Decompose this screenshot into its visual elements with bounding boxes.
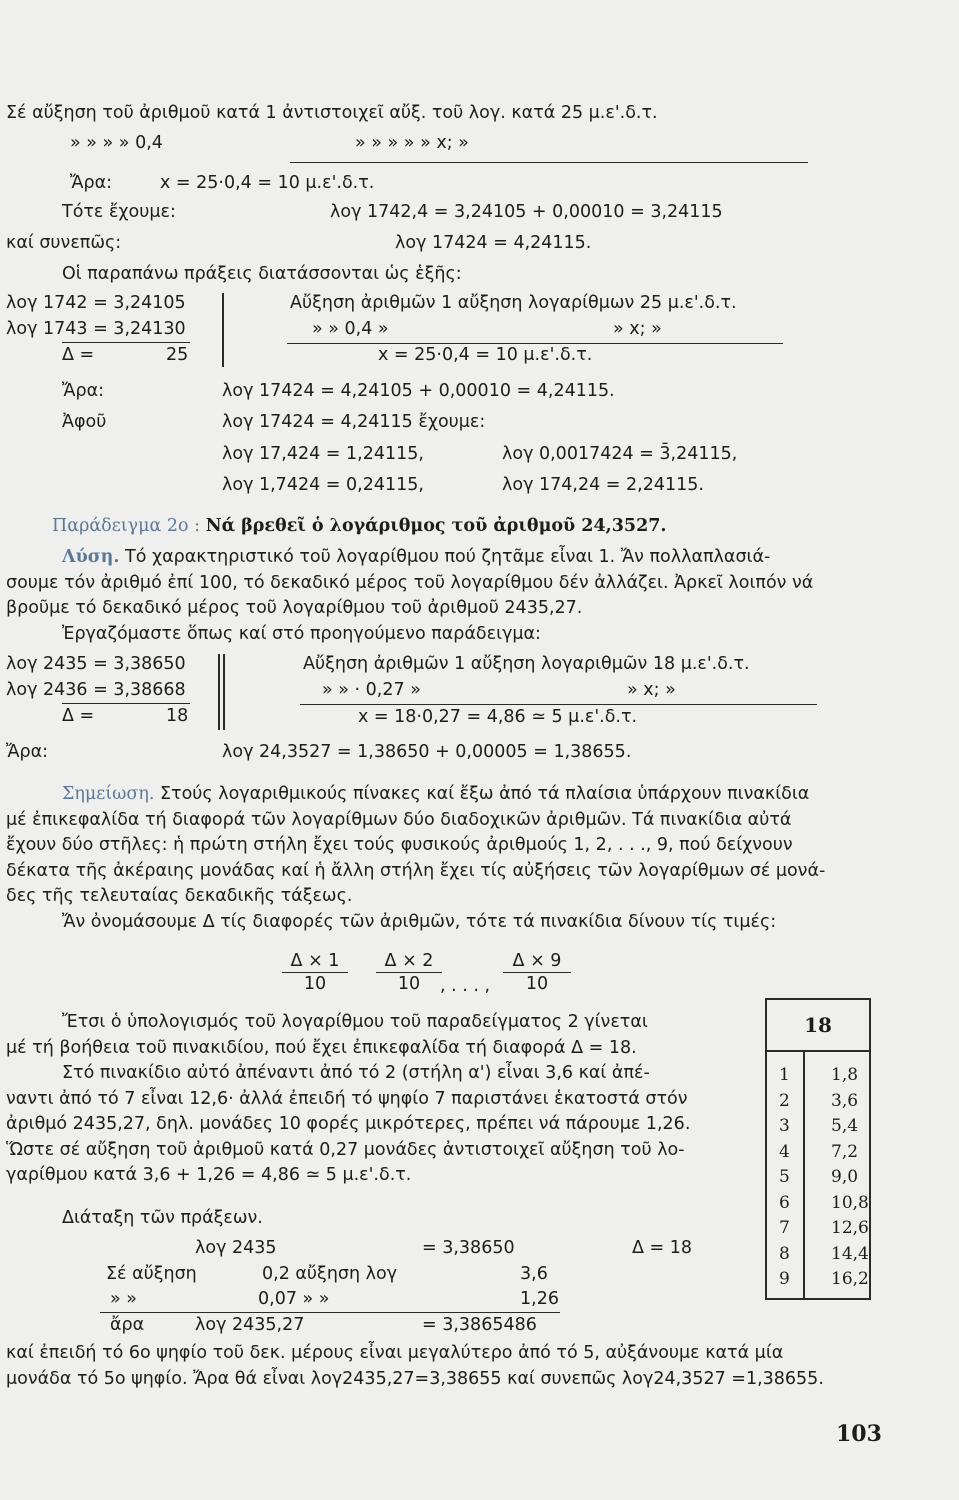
table-row: » » · 0,27 » (322, 680, 421, 700)
fraction (376, 950, 442, 995)
table-cell: 7,2 (831, 1141, 859, 1162)
table-cell: 5,4 (831, 1116, 859, 1136)
table-cell: 10,8 (831, 1192, 869, 1213)
text-line: Στούς λογαριθμικούς πίνακες καί ἔξω ἀπό τά πλαίσια ὑπάρχουν πινακίδια (154, 784, 810, 804)
table-cell: 7 (779, 1218, 790, 1238)
table-cell: λογ 2435,27 (195, 1315, 305, 1335)
page-number: 103 (836, 1421, 882, 1447)
text-line: Ἄρα: (70, 173, 112, 193)
note-label: Σημείωση. (62, 784, 155, 804)
fraction (503, 950, 571, 995)
example-title: Νά βρεθεῖ ὁ λογάριθμος τοῦ ἀριθμοῦ 24,3527. (205, 516, 667, 536)
text-line: δέκατα τῆς ἀκέραιης μονάδας καί ἡ ἄλλη στήλη ἔχει τίς αὐξήσεις τῶν λογαρίθμων σέ μονά- (6, 860, 826, 881)
text-line: λογ 17424 = 4,24105 + 0,00010 = 4,24115. (222, 381, 615, 401)
table-row: Αὔξηση ἀριθμῶν 1 αὔξηση λογαρίθμων 25 μ.ε'.δ.τ. (290, 293, 737, 313)
text-line: ἀριθμό 2435,27, δηλ. μονάδες 10 φορές μικρότερες, πρέπει νά πάρουμε 1,26. (6, 1114, 691, 1134)
table-cell: 3,6 (520, 1264, 548, 1284)
fraction-denominator: 10 (525, 974, 549, 994)
text-line: Τό χαρακτηριστικό τοῦ λογαρίθμου πού ζητᾶμε εἶναι 1. Ἄν πολλαπλασιά- (119, 547, 771, 567)
table-cell: 4 (779, 1141, 790, 1162)
table-row: x = 25·0,4 = 10 μ.ε'.δ.τ. (378, 345, 593, 365)
table-row: λογ 2436 = 3,38668 (6, 680, 186, 700)
difference-table (765, 998, 871, 1300)
text-line: Ἀφοῦ (62, 412, 107, 432)
table-row (767, 1242, 869, 1268)
explanation-paragraph (6, 1010, 751, 1189)
table-cell: Δ = 18 (632, 1238, 693, 1258)
table-row (767, 1165, 869, 1191)
table-cell: = 3,3865486 (422, 1315, 537, 1335)
text-line: σουμε τόν ἀριθμό ἐπί 100, τό δεκαδικό μέρος τοῦ λογαρίθμου δέν ἀλλάζει. Ἀρκεῖ λοιπόν νά (6, 572, 814, 593)
text-line: Ἄρα: (62, 381, 104, 401)
fraction-numerator: Δ × 1 (282, 950, 348, 973)
column-separator (222, 293, 224, 367)
difference-table-header: 18 (767, 1000, 869, 1052)
table-cell: 8 (779, 1243, 790, 1264)
text-line: καί ἐπειδή τό 6ο ψηφίο τοῦ δεκ. μέρους εἶναι μεγαλύτερο ἀπό τό 5, αὐξάνουμε κατά μία (6, 1343, 784, 1363)
text-line: λογ 17424 = 4,24115. (395, 233, 592, 253)
text-line: βροῦμε τό δεκαδικό μέρος τοῦ λογαρίθμου τοῦ ἀριθμοῦ 2435,27. (6, 598, 583, 618)
table-row: Δ = (62, 706, 95, 726)
text-line: μονάδα τό 5ο ψηφίο. Ἄρα θά εἶναι λογ2435,27=3,38655 καί συνεπῶς λογ24,3527 =1,38655. (6, 1368, 824, 1389)
table-row: » » 0,4 » (312, 319, 389, 339)
table-row: 18 (166, 706, 189, 726)
text-line: Ἐργαζόμαστε ὅπως καί στό προηγούμενο παράδειγμα: (62, 623, 541, 644)
fraction-separator: , . . . , (440, 976, 491, 996)
table-cell: 3,6 (831, 1090, 859, 1111)
note-paragraph (6, 782, 906, 935)
table-cell: 1,26 (520, 1289, 559, 1309)
table-cell: 16,2 (831, 1269, 869, 1289)
fraction-numerator: Δ × 9 (503, 950, 571, 973)
table-cell: 9,0 (831, 1167, 859, 1187)
column-separator (218, 654, 220, 730)
text-line: ναντι ἀπό τό 7 εἶναι 12,6· ἀλλά ἐπειδή τό ψηφίο 7 παριστάνει ἑκατοστά στόν (6, 1088, 688, 1109)
solution-paragraph (6, 545, 906, 647)
text-line: » » » » 0,4 (70, 133, 163, 153)
example-heading (52, 514, 667, 538)
table-cell: 6 (779, 1192, 790, 1213)
text-line: Σέ αὔξηση τοῦ ἀριθμοῦ κατά 1 ἀντιστοιχεῖ αὔξ. τοῦ λογ. κατά 25 μ.ε'.δ.τ. (6, 103, 658, 123)
text-line: Ἄρα: (6, 742, 48, 762)
table-cell: 12,6 (831, 1218, 869, 1238)
table-cell: 14,4 (831, 1243, 869, 1264)
text-line: λογ 24,3527 = 1,38650 + 0,00005 = 1,38655. (222, 742, 632, 762)
table-cell: 9 (779, 1269, 790, 1289)
divider (290, 162, 808, 163)
table-row: 25 (166, 345, 189, 365)
fraction (282, 950, 348, 995)
text-line: ἔχουν δύο στῆλες: ἡ πρώτη στήλη ἔχει τούς φυσικούς ἀριθμούς 1, 2, . . ., 9, πού δείχνουν (6, 835, 793, 855)
text-line: λογ 1742,4 = 3,24105 + 0,00010 = 3,24115 (330, 202, 723, 222)
text-line: δες τῆς τελευταίας δεκαδικῆς τάξεως. (6, 886, 353, 906)
table-row (767, 1089, 869, 1115)
table-cell: 1 (779, 1065, 790, 1085)
text-line: καί συνεπῶς: (6, 233, 122, 253)
text-line: x = 25·0,4 = 10 μ.ε'.δ.τ. (160, 173, 375, 193)
table-row (767, 1063, 869, 1089)
fraction-denominator: 10 (397, 974, 421, 994)
column-separator (223, 654, 225, 730)
text-line: μέ τή βοήθεια τοῦ πινακιδίου, πού ἔχει ἐπικεφαλίδα τή διαφορά Δ = 18. (6, 1037, 637, 1058)
section-title: Διάταξη τῶν πράξεων. (62, 1208, 263, 1228)
table-row: » x; » (627, 680, 676, 700)
fraction-numerator: Δ × 2 (376, 950, 442, 973)
text-line: Τότε ἔχουμε: (62, 202, 176, 222)
text-line: λογ 17,424 = 1,24115, (222, 444, 424, 464)
table-row: Δ = (62, 345, 95, 365)
text-line: λογ 17424 = 4,24115 ἔχουμε: (222, 412, 486, 432)
text-line: Στό πινακίδιο αὐτό ἀπέναντι ἀπό τό 2 (στήλη α') εἶναι 3,6 καί ἀπέ- (62, 1063, 650, 1083)
table-cell: 2 (779, 1090, 790, 1111)
text-line: λογ 0,0017424 = 3̄,24115, (502, 444, 738, 464)
table-row (767, 1216, 869, 1242)
table-cell: » » (110, 1289, 137, 1309)
table-row (767, 1140, 869, 1166)
text-line: λογ 1,7424 = 0,24115, (222, 475, 424, 495)
table-cell: λογ 2435 (195, 1238, 277, 1258)
text-line: Ἄν ὀνομάσουμε Δ τίς διαφορές τῶν ἀριθμῶν, τότε τά πινακίδια δίνουν τίς τιμές: (62, 911, 777, 932)
closing-paragraph (6, 1341, 906, 1392)
table-cell: Σέ αὔξηση (106, 1264, 197, 1284)
text-line: μέ ἐπικεφαλίδα τή διαφορά τῶν λογαρίθμων δύο διαδοχικῶν ἀριθμῶν. Τά πινακίδια αὐτά (6, 809, 792, 830)
text-line: Οἱ παραπάνω πράξεις διατάσσονται ὡς ἑξῆς: (62, 264, 462, 284)
table-cell: 3 (779, 1116, 790, 1136)
table-row: λογ 1743 = 3,24130 (6, 319, 186, 339)
text-line: » » » » » x; » (355, 133, 469, 153)
text-line: Ὥστε σέ αὔξηση τοῦ ἀριθμοῦ κατά 0,27 μονάδες ἀντιστοιχεῖ αὔξηση τοῦ λο- (6, 1139, 685, 1160)
table-cell: 5 (779, 1167, 790, 1187)
text-line: Ἔτσι ὁ ὑπολογισμός τοῦ λογαρίθμου τοῦ παραδείγματος 2 γίνεται (62, 1012, 648, 1032)
table-cell: ἄρα (110, 1315, 145, 1335)
table-row (767, 1114, 869, 1140)
text-line: λογ 174,24 = 2,24115. (502, 475, 704, 495)
solution-label: Λύση. (62, 547, 120, 567)
table-row (767, 1191, 869, 1217)
table-cell: = 3,38650 (422, 1238, 515, 1258)
table-cell: 0,07 » » (258, 1289, 330, 1309)
text-line: γαρίθμου κατά 3,6 + 1,26 = 4,86 ≃ 5 μ.ε'.δ.τ. (6, 1165, 412, 1185)
table-cell: 1,8 (831, 1065, 859, 1085)
table-cell: 0,2 αὔξηση λογ (262, 1264, 398, 1284)
table-row: » x; » (613, 319, 662, 339)
table-row (767, 1267, 869, 1293)
example-label: Παράδειγμα 2ο : (52, 516, 200, 536)
fraction-denominator: 10 (303, 974, 327, 994)
table-row: Αὔξηση ἀριθμῶν 1 αὔξηση λογαριθμῶν 18 μ.ε'.δ.τ. (303, 654, 750, 674)
table-row: λογ 2435 = 3,38650 (6, 654, 186, 674)
table-row: x = 18·0,27 = 4,86 ≃ 5 μ.ε'.δ.τ. (358, 707, 638, 727)
table-row: λογ 1742 = 3,24105 (6, 293, 186, 313)
